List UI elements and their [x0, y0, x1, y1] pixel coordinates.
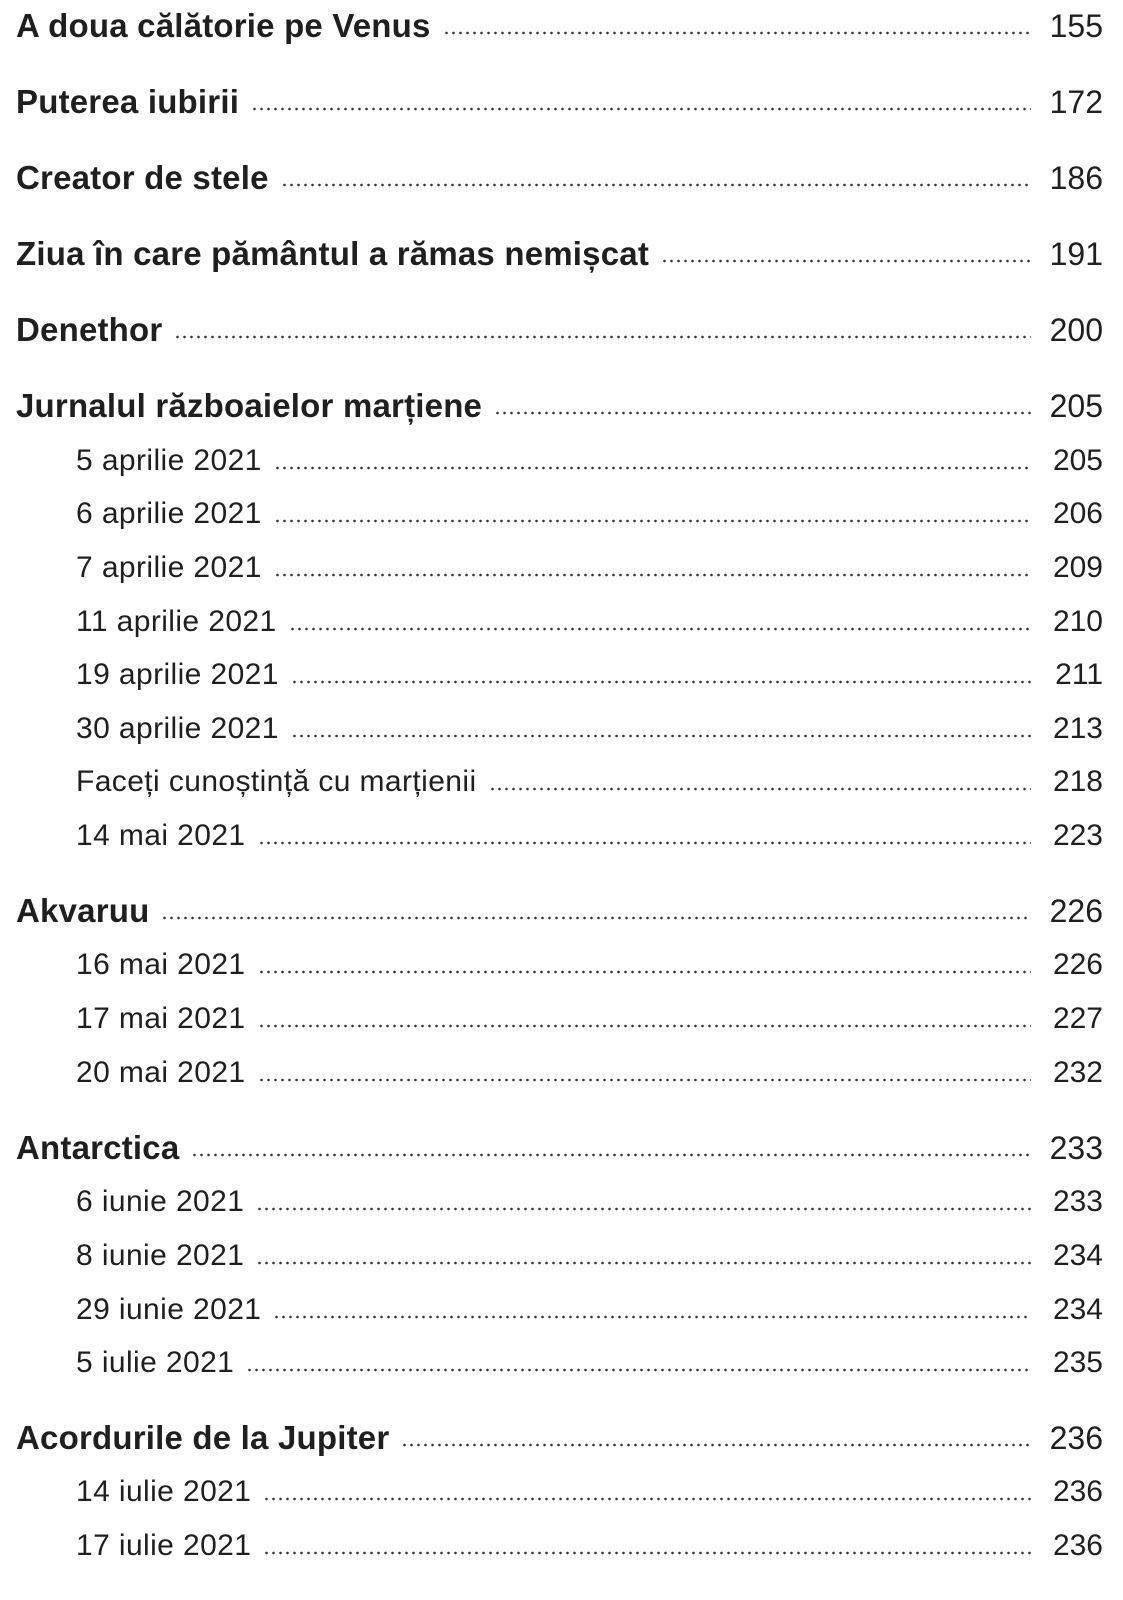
dot-leader: [191, 1150, 1031, 1160]
toc-subentry[interactable]: [0, 1175, 1123, 1229]
toc-entry-title: Antarctica: [16, 1129, 180, 1166]
dot-leader: [258, 1021, 1031, 1031]
toc-entry-title: Jurnalul războaielor marțiene: [16, 387, 483, 424]
toc-subentry[interactable]: [0, 1519, 1123, 1573]
toc-subentry[interactable]: [0, 1336, 1123, 1390]
toc-chapter-entry[interactable]: [0, 151, 1123, 205]
dot-leader: [274, 570, 1031, 580]
toc-page-number: 236: [1052, 1529, 1103, 1562]
toc-entry-title: 29 iunie 2021: [76, 1293, 262, 1326]
toc-page-number: 206: [1052, 497, 1103, 530]
toc-chapter-entry[interactable]: [0, 227, 1123, 281]
toc-entry-title: 6 iunie 2021: [76, 1185, 245, 1218]
toc-entry-title: 5 iulie 2021: [76, 1346, 235, 1379]
dot-leader: [258, 838, 1031, 848]
toc-entry-title: 17 mai 2021: [76, 1002, 246, 1035]
dot-leader: [258, 967, 1031, 977]
toc-entry-title: Ziua în care pământul a rămas nemișcat: [16, 235, 650, 272]
toc-entry-title: Akvaruu: [16, 892, 150, 929]
toc-subentry[interactable]: [0, 992, 1123, 1046]
toc-page-number: 236: [1049, 1419, 1103, 1456]
toc-page-number: 223: [1052, 819, 1103, 852]
toc-subentry[interactable]: [0, 595, 1123, 649]
toc-page-number: 205: [1052, 444, 1103, 477]
toc-subentry[interactable]: [0, 487, 1123, 541]
dot-leader: [161, 913, 1031, 923]
toc-subentry[interactable]: [0, 1229, 1123, 1283]
toc-page-number: 227: [1052, 1002, 1103, 1035]
dot-leader: [281, 180, 1031, 190]
dot-leader: [289, 624, 1031, 634]
toc-subentry[interactable]: [0, 541, 1123, 595]
toc-chapter-entry[interactable]: [0, 303, 1123, 357]
dot-leader: [291, 677, 1031, 687]
dot-leader: [443, 28, 1031, 38]
dot-leader: [661, 256, 1031, 266]
dot-leader: [291, 731, 1031, 741]
toc-page-number: 234: [1052, 1239, 1103, 1272]
dot-leader: [174, 332, 1031, 342]
toc-entry-title: 5 aprilie 2021: [76, 444, 262, 477]
toc-entry-title: 7 aprilie 2021: [76, 551, 262, 584]
toc-entry-title: 16 mai 2021: [76, 948, 246, 981]
toc-chapter-entry[interactable]: [0, 1121, 1123, 1175]
toc-page-number: 209: [1052, 551, 1103, 584]
toc-subentry[interactable]: [0, 809, 1123, 863]
toc-entry-title: 19 aprilie 2021: [76, 658, 279, 691]
toc-page-number: 172: [1049, 83, 1103, 120]
toc-entry-title: A doua călătorie pe Venus: [16, 7, 431, 44]
dot-leader: [273, 1312, 1031, 1322]
toc-page-number: 186: [1049, 159, 1103, 196]
toc-page-number: 233: [1049, 1129, 1103, 1166]
toc-entry-title: 6 aprilie 2021: [76, 497, 262, 530]
toc-chapter-entry[interactable]: [0, 379, 1123, 433]
toc-page-number: 205: [1049, 387, 1103, 424]
dot-leader: [246, 1365, 1031, 1375]
toc-entry-title: 8 iunie 2021: [76, 1239, 245, 1272]
dot-leader: [489, 784, 1031, 794]
dot-leader: [256, 1204, 1031, 1214]
toc-page-number: 226: [1052, 948, 1103, 981]
toc-subentry[interactable]: [0, 434, 1123, 488]
toc-chapter-entry[interactable]: [0, 884, 1123, 938]
toc-chapter-entry[interactable]: [0, 0, 1123, 53]
toc-entry-title: 20 mai 2021: [76, 1056, 246, 1089]
toc-entry-title: Denethor: [16, 311, 163, 348]
toc-entry-title: Faceți cunoștință cu marțienii: [76, 765, 477, 798]
toc-page-number: 232: [1052, 1056, 1103, 1089]
toc-subentry[interactable]: [0, 1283, 1123, 1337]
toc-entry-title: 14 mai 2021: [76, 819, 246, 852]
toc-subentry[interactable]: [0, 1465, 1123, 1519]
toc-page-number: 210: [1052, 605, 1103, 638]
toc-page-number: 235: [1052, 1346, 1103, 1379]
toc-subentry[interactable]: [0, 1046, 1123, 1100]
toc-page-number: 213: [1052, 712, 1103, 745]
toc-subentry[interactable]: [0, 938, 1123, 992]
toc-page-number: 200: [1049, 311, 1103, 348]
dot-leader: [258, 1075, 1031, 1085]
dot-leader: [494, 408, 1031, 418]
dot-leader: [256, 1258, 1031, 1268]
toc-subentry[interactable]: [0, 702, 1123, 756]
toc-page-number: 233: [1052, 1185, 1103, 1218]
toc-entry-title: 14 iulie 2021: [76, 1475, 252, 1508]
toc-chapter-entry[interactable]: [0, 1411, 1123, 1465]
toc-entry-title: 30 aprilie 2021: [76, 712, 279, 745]
toc-page-number: 191: [1049, 235, 1103, 272]
dot-leader: [263, 1494, 1031, 1504]
toc-page-number: 218: [1052, 765, 1103, 798]
toc-page-number: 234: [1052, 1293, 1103, 1326]
toc-entry-title: Puterea iubirii: [16, 83, 240, 120]
toc-page-number: 236: [1052, 1475, 1103, 1508]
toc-chapter-entry[interactable]: [0, 75, 1123, 129]
toc-subentry[interactable]: [0, 648, 1123, 702]
dot-leader: [263, 1548, 1031, 1558]
toc-subentry[interactable]: [0, 755, 1123, 809]
toc-entry-title: Acordurile de la Jupiter: [16, 1419, 390, 1456]
toc-page-number: 155: [1049, 7, 1103, 44]
toc-entry-title: Creator de stele: [16, 159, 269, 196]
dot-leader: [274, 463, 1031, 473]
toc-entry-title: 17 iulie 2021: [76, 1529, 252, 1562]
toc-entry-title: 11 aprilie 2021: [76, 605, 277, 638]
toc-page-number: 211: [1055, 658, 1103, 691]
toc-page-number: 226: [1049, 892, 1103, 929]
dot-leader: [401, 1440, 1031, 1450]
dot-leader: [274, 516, 1031, 526]
dot-leader: [251, 104, 1031, 114]
